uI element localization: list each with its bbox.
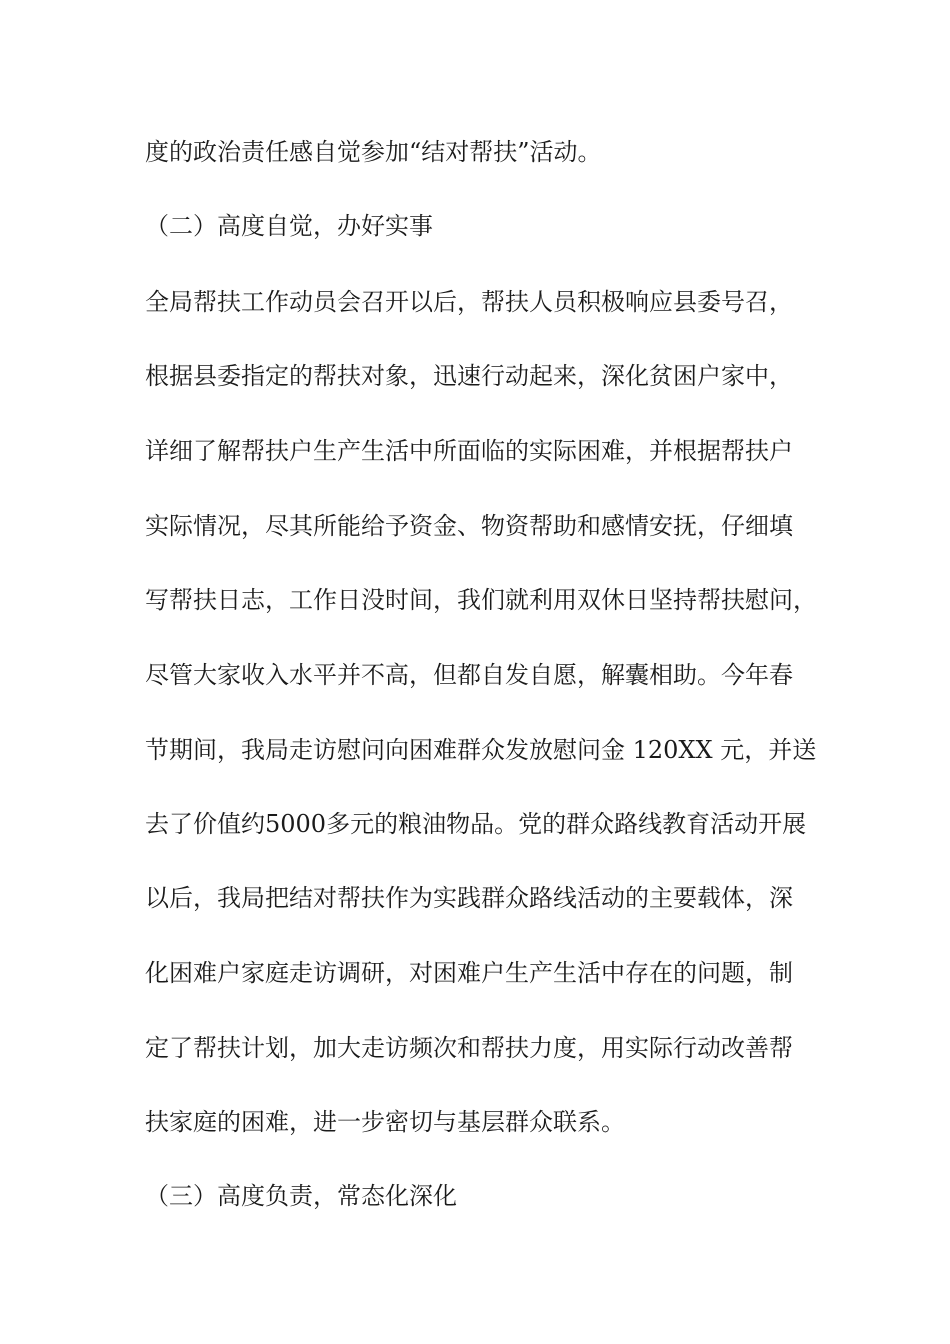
- paragraph-line: 化困难户家庭走访调研，对困难户生产生活中存在的问题，制: [145, 959, 793, 987]
- section-heading: （二）高度自觉，办好实事: [145, 212, 433, 240]
- paragraph-line: 定了帮扶计划，加大走访频次和帮扶力度，用实际行动改善帮: [145, 1034, 793, 1062]
- paragraph-line: 度的政治责任感自觉参加“结对帮扶”活动。: [145, 138, 602, 166]
- paragraph-line: 详细了解帮扶户生产生活中所面临的实际困难，并根据帮扶户: [145, 437, 793, 465]
- paragraph-line: 以后，我局把结对帮扶作为实践群众路线活动的主要载体，深: [145, 884, 793, 912]
- paragraph-line: 实际情况，尽其所能给予资金、物资帮助和感情安抚，仔细填: [145, 512, 793, 540]
- section-heading: （三）高度负责，常态化深化: [145, 1182, 457, 1210]
- paragraph-line: 全局帮扶工作动员会召开以后，帮扶人员积极响应县委号召，: [145, 288, 793, 316]
- paragraph-line: 根据县委指定的帮扶对象，迅速行动起来，深化贫困户家中，: [145, 362, 793, 390]
- paragraph-line: 扶家庭的困难，进一步密切与基层群众联系。: [145, 1108, 625, 1136]
- paragraph-line: 尽管大家收入水平并不高，但都自发自愿，解囊相助。今年春: [145, 661, 793, 689]
- paragraph-line: 节期间，我局走访慰问向困难群众发放慰问金 120XX 元，并送: [145, 736, 817, 764]
- paragraph-line: 去了价值约5000多元的粮油物品。党的群众路线教育活动开展: [145, 810, 807, 838]
- paragraph-line: 写帮扶日志，工作日没时间，我们就利用双休日坚持帮扶慰问，: [145, 586, 817, 614]
